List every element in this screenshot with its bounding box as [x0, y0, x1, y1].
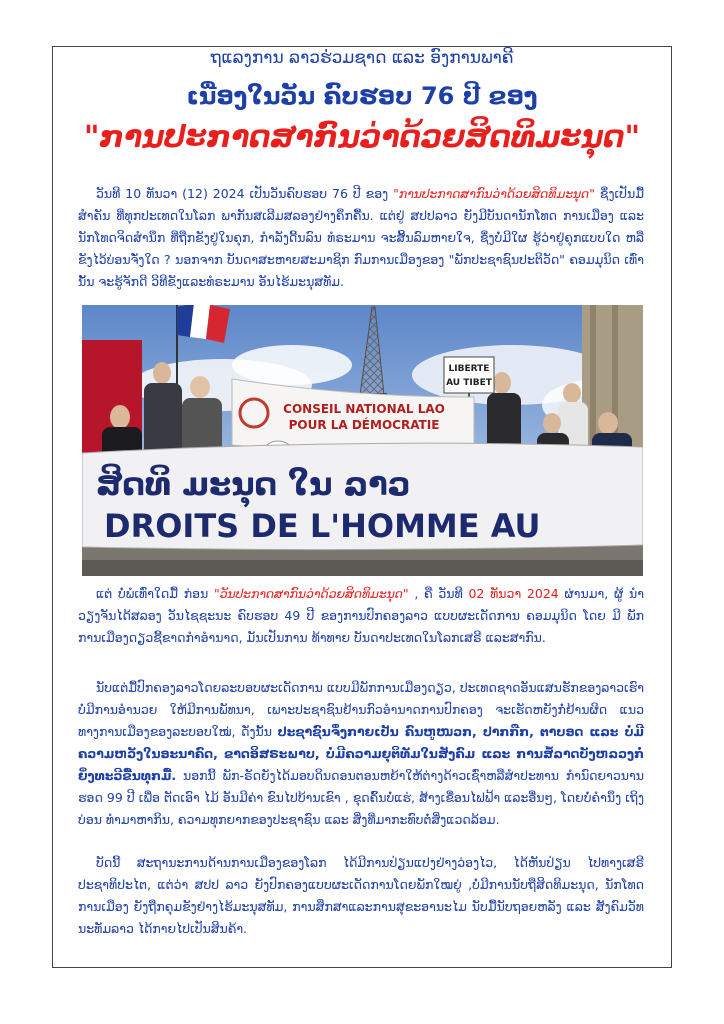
- header-organizations: ຖແລງການ ລາວຮ່ວມຊາດ ແລະ ອົງການພາຄີ: [210, 48, 514, 68]
- banner-human-rights: [82, 443, 643, 549]
- svg-text:POUR LA DÉMOCRATIE: POUR LA DÉMOCRATIE: [288, 418, 440, 432]
- paragraph-victory-rest: ຜ່ານມາ, ຜູ້ ນຳ ວຽງຈັນໄດ້ສລອງ ວັນໄຊຊະນະ ຄົບຮອບ 49 ປີ ຂອງການປົກຄອງລາວ ແບບຜະເດັດການ ຄອມມຸນິດ ໂດຍ ມີ ພັກການເມືອງດຽວຊີ້ຂາດກຳອຳນາດ, ມັນເປັນການ ທ້າທາຍ ບັນດາປະເທດໃນໂລກເສຣີ ແລະສາກົນ.: [78, 586, 645, 645]
- svg-text:ສິດທິ ມະນຸດ ໃນ ລາວ: ສິດທິ ມະນຸດ ໃນ ລາວ: [96, 465, 411, 503]
- header-anniversary: ເນື່ອງໃນວັນ ຄົບຮອບ 76 ປີ ຂອງ: [186, 82, 538, 110]
- paragraph-intro-text: ວັນທີ 10 ທັນວາ (12) 2024 ເປັນວັນຄົບຮອບ 76 ປີ ຂອງ: [96, 186, 394, 201]
- date-highlight: 02 ທັນວາ 2024: [468, 586, 559, 601]
- declaration-highlight: "ການປະກາດສາກົນວ່າດ້ວຍສິດທິມະນຸດ": [393, 186, 595, 201]
- paragraph-victory-mid: , ຄື ວັນທີ: [408, 586, 469, 601]
- paragraph-victory-text: ແຕ່ ບໍ່ພໍເທົ່າໃດມື້ ກ່ອນ: [96, 586, 214, 601]
- paragraph-dictatorship: [78, 677, 644, 831]
- paragraph-dictatorship-rest: ນອກນີ້ ພັກ-ຣັດຍັງໄດ້ມອບດິນດອນຕອນຫຍ້າໃຫ້ຕ່າງດ້າວເຊົ່າຫລືສຳປະທານ ກຳນົດຍາວນານຮອດ 99 ປີ ເພື່ອ ຕັດເອົາ ໄມ້ ອັນມີຄ່າ ຂົນໄປບ້ານເຂົາ , ຂຸດຄົ້ນບໍ່ແຮ່, ສ້າງເຂື່ອນໄຟຟ້າ ແລະອື່ນໆ, ໂດຍບໍ່ຄຳນຶງ ເຖິງບ່ອນ ທຳມາຫາກິນ, ຄວາມທຸກຍາກຂອງປະຊາຊົນ ແລະ ສິ່ງທີ່ມາກະທົບຕໍ່ສິ່ງແວດລ້ອມ.: [78, 768, 644, 827]
- svg-text:CONSEIL NATIONAL LAO: CONSEIL NATIONAL LAO: [283, 402, 445, 416]
- paragraph-world-situation: ບັດນີ້ ສະຖານະການດ້ານການເມືອງຂອງໂລກ ໄດ້ມີການປ່ຽນແປງຢ່າງວ່ອງໄວ, ໄດ້ຫັນປ່ຽນ ໄປທາງເສຣີປະຊາທິປະໄຕ, ແຕ່ວ່າ ສປປ ລາວ ຍັງປົກຄອງແບບຜະເດັດການໂດຍພັກໃໝຍູ່ ,ບໍ່ມີການນັບຖືສິດທິມະນຸດ, ນັກໂທດ ການເມືອງ ຍັງຖືກຄຸມຂັງຢ່າງໄຮ້ມະນຸສທັມ, ການສຶກສາແລະການສຸຂະອານະໄມ ນັບມື້ນັບຖອຍຫລັງ ແລະ ສັງຄົມວັທນະທັມລາວ ໄດ້ກາຍໄປເປັນສິນຄ້າ.: [78, 855, 644, 936]
- header-declaration-title: "ການປະກາດສາກົນວ່າດ້ວຍສິດທິມະນຸດ": [83, 120, 641, 155]
- svg-text:LIBERTE: LIBERTE: [448, 364, 490, 374]
- declaration-day-highlight: "ວັນປະກາດສາກົນວ່າດ້ວຍສິດທິມະນຸດ": [213, 586, 409, 601]
- paragraph-dictatorship-text: ນັບແຕ່ມື້ປົກຄອງລາວໂດຍລະບອບຜະເດັດການ ແບບມີພັກການເມືອງດຽວ, ປະເທດຊາດອັນແສນຮັກຂອງລາວເຮົາ ບໍ່ມີການອຳນວຍ ໃຫ້ມີການພັທນາ, ເພາະປະຊາຊົນຢ້ານກົວອຳນາດການປົກຄອງ ຈະເຮັດຫຍັງກໍ່ຢ້ານຜິດ ແນວທາງການເມືອງຂອງລະບອບໃໝ່, ດັ່ງນັ້ນ: [78, 680, 644, 739]
- people-condition-bold: ປະຊາຊົນຈຶ່ງກາຍເປັນ ຄົນຫູໜວກ, ປາກກືກ, ຕາບອດ ແລະ ບໍ່ມີຄວາມຫວັງໃນອະນາຄົດ, ຂາດອິສຣະພາບ, ບໍ່ມີຄວາມຍຸຕິທັມໃນສັງຄົມ ແລະ ການສໍ້ລາດບັງຫລວງກໍ່ຍິ່ງທະວີຂື້ນທຸກມື້.: [78, 724, 645, 783]
- paragraph-intro: [78, 183, 644, 293]
- protest-photo: [82, 305, 643, 576]
- svg-text:DROITS DE L'HOMME AU: DROITS DE L'HOMME AU: [104, 507, 541, 545]
- paragraph-intro-rest: ຊຶ່ງເປັນມື້ສຳຄັນ ທີ່ທຸກປະເທດໃນໂລກ ພາກັນສເລີມສລອງຢ່າງຄຶກຄື້ນ. ແຕ່ຢູ່ ສປປລາວ ຍັງມີບັນດານັກໂທດ ການເມືອງ ແລະນັກໂທດຈິດສຳນຶກ ທີ່ຖືກຂັງຢູ່ໃນຄຸກ, ກຳລັງດີ້ນລົນ ທໍຣະມານ ຈະສິ້ນລົມຫາຍໃຈ, ຊຶ່ງບໍ່ມີໃຜ ຮູ້ວ່າຢູ່ຄຸກແບບໃດ ຫລື ຂັງໄວ້ບ່ອນຈັ່ງໃດ ? ນອກຈາກ ບັນດາສະຫາຍສະມາຊິກ ກົມການເມືອງຂອງ "ພັກປະຊາຊົນປະຕິວັດ" ຄອມມຸນິດ ເທົ່ານັ້ນ ຈະຮູ້ຈັກດີ ວິທີຂັງແລະທໍຣະມານ ອັນໄຮ້ມະນຸສທັມ.: [78, 186, 644, 289]
- paragraph-victory-day: [78, 583, 644, 649]
- svg-text:AU TIBET: AU TIBET: [446, 378, 492, 388]
